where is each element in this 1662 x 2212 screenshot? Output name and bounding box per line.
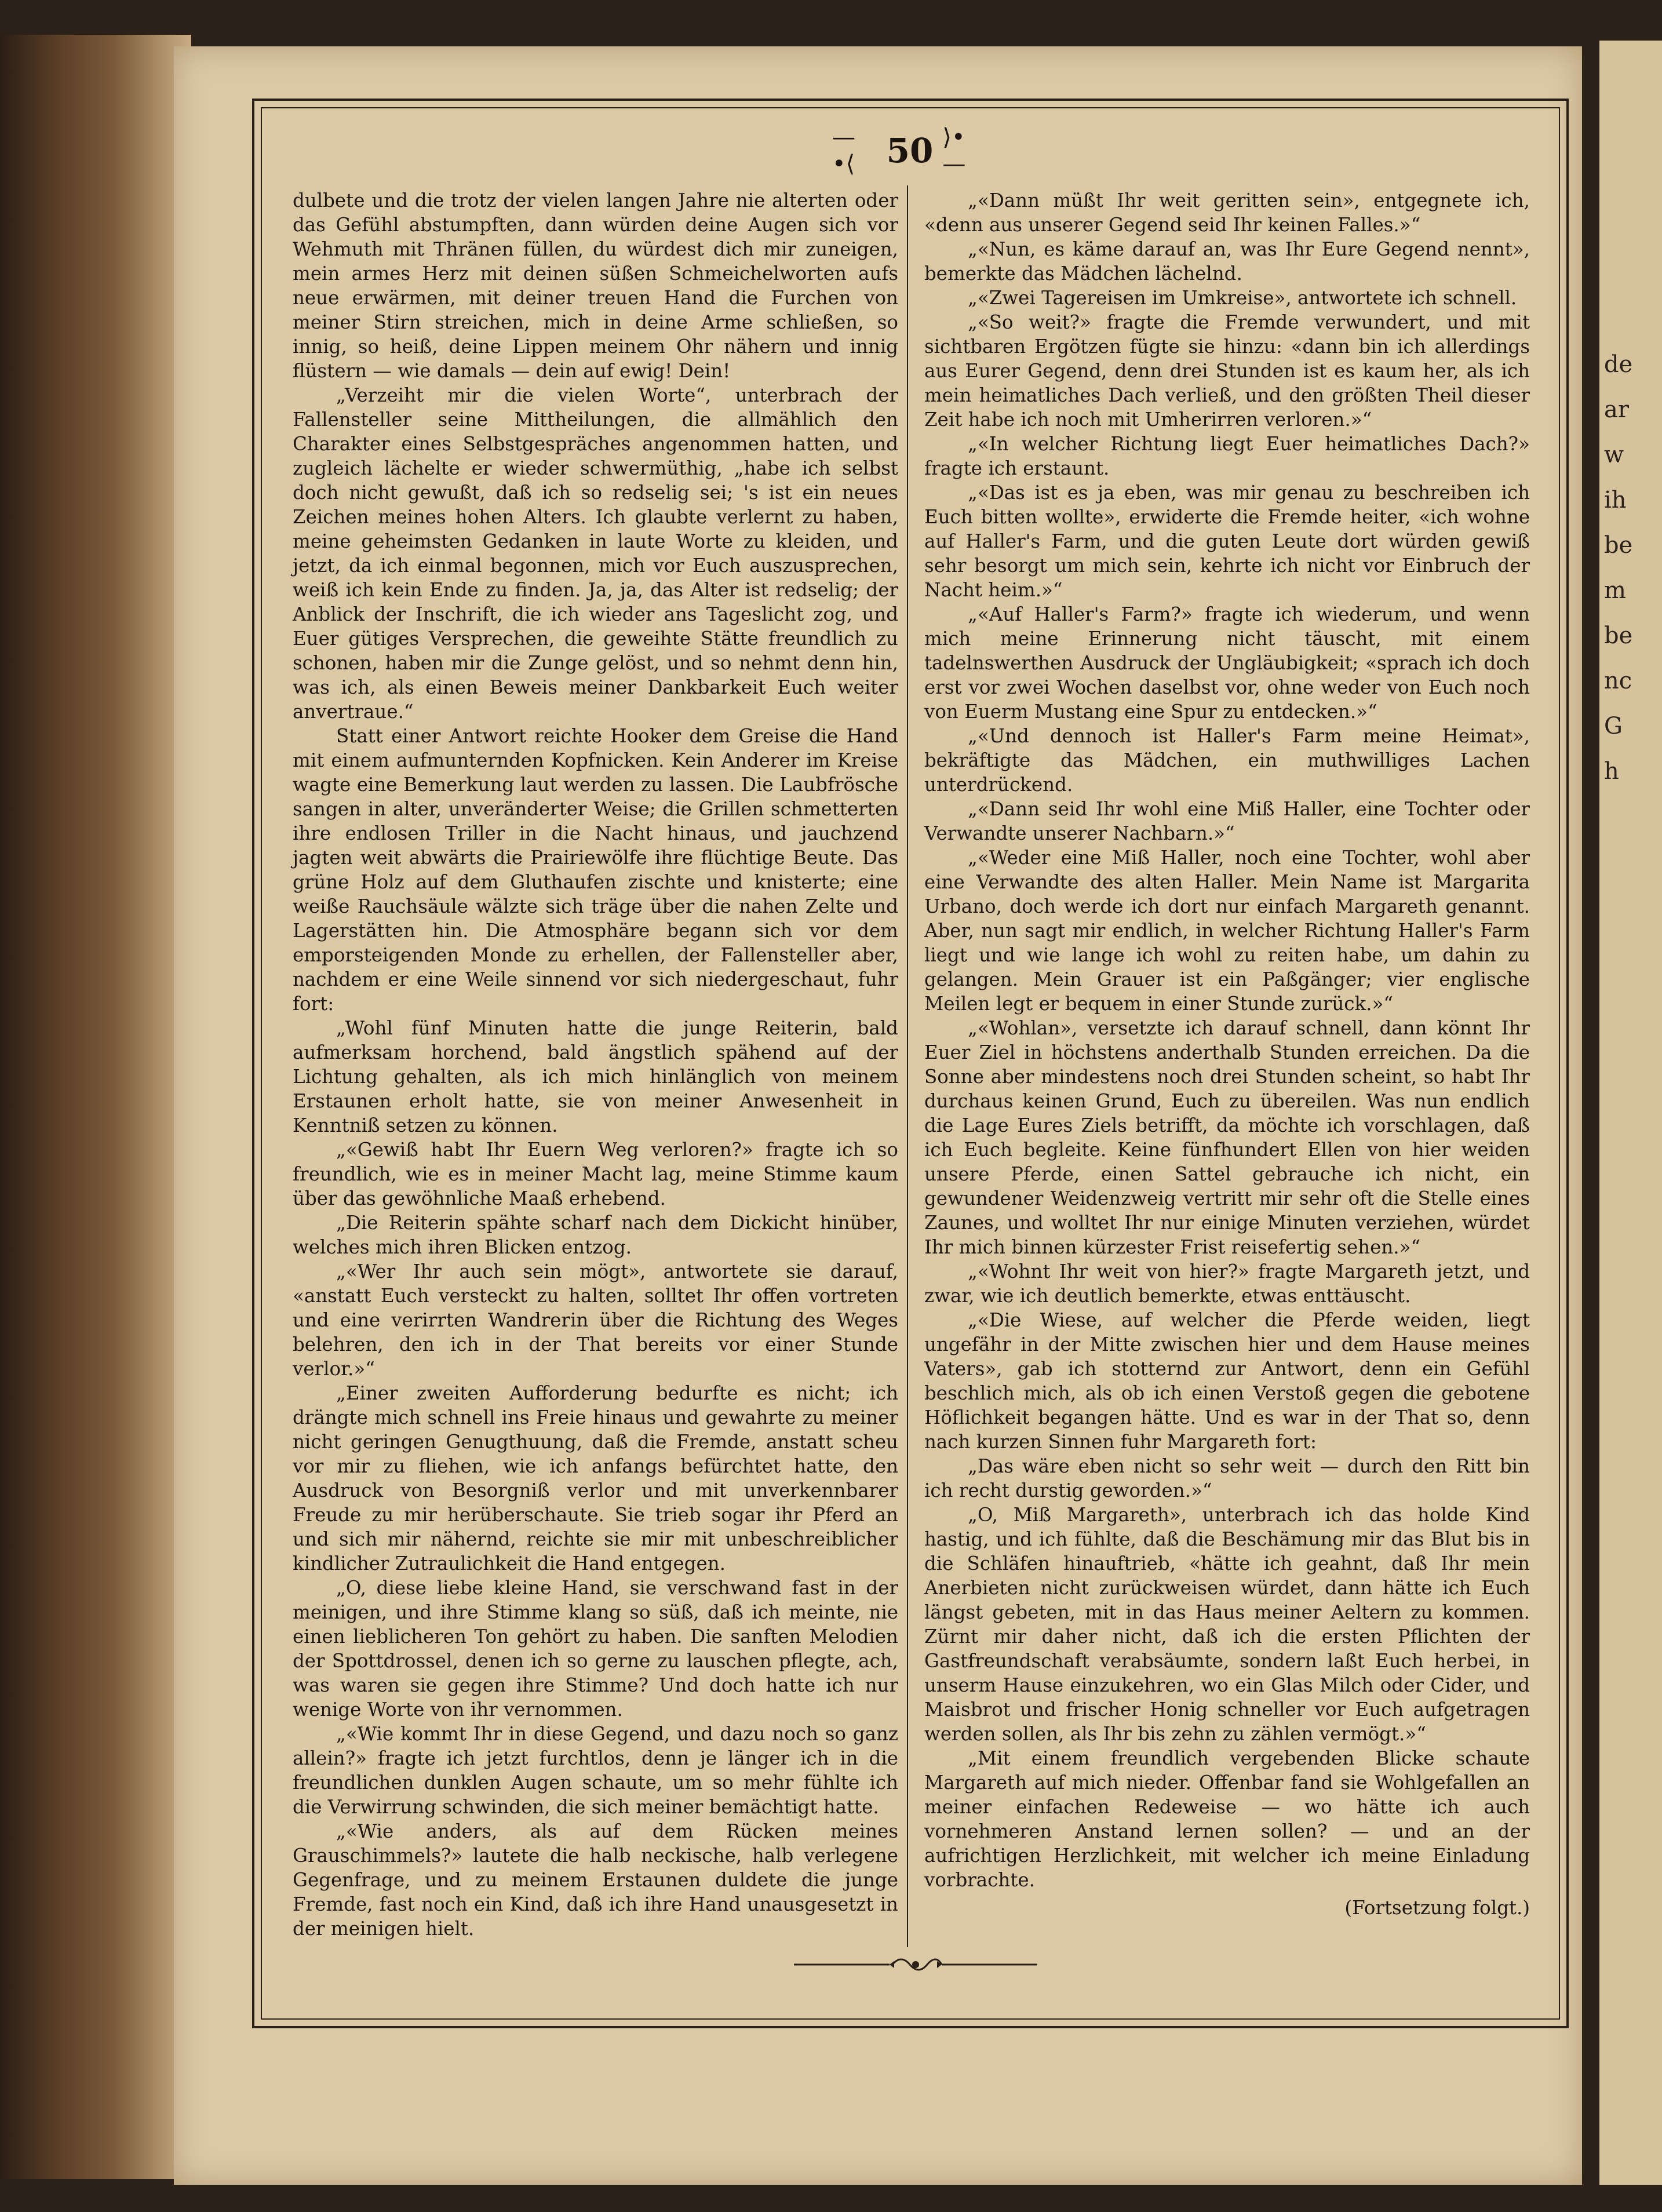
next-page-fragment: be (1604, 622, 1633, 649)
book-spine-edge (0, 35, 191, 2179)
paragraph: „«Nun, es käme darauf an, was Ihr Eure Gegend nennt», bemerkte das Mädchen lächelnd. (924, 238, 1530, 285)
paragraph: dulbete und die trotz der vielen langen Jahre nie alterten oder das Gefühl abstumpften, dann würden deine Augen sich vor Wehmuth mit Thränen füllen, du würdest dich mir zuneigen, mein armes Herz mit deinen süßen Schmeichelworten aufs neue erwärmen, mit deiner treuen Hand die Furchen von meiner Stirn streichen, mich in deine Arme schließen, so innig, so heiß, deine Lippen meinem Ohr nähern und innig flüstern — wie damals — dein auf ewig! Dein! (293, 190, 898, 382)
next-page-fragment: be (1604, 532, 1633, 559)
paragraph: „«Die Wiese, auf welcher die Pferde weiden, liegt ungefähr in der Mitte zwischen hier und dem Hause meines Vaters», gab ich stotternd zur Antwort, denn ein Gefühl beschlich mich, als ob ich einen Verstoß gegen die gebotene Höflichkeit begangen hätte. Und es war in der That so, denn nach kurzen Sinnen fuhr Margareth fort: (924, 1309, 1530, 1453)
paragraph: „Mit einem freundlich vergebenden Blicke schaute Margareth auf mich nieder. Offenbar fand sie Wohlgefallen an meiner einfachen Redeweise — wo hätte ich auch vornehmeren Anstand lernen sollen? — und an der aufrichtigen Herzlichkeit, mit welcher ich meine Einladung vorbrachte. (924, 1747, 1530, 1891)
header-ornament-right-icon: ⟩•— (942, 124, 966, 177)
paragraph: „«Wohlan», versetzte ich darauf schnell, dann könnt Ihr Euer Ziel in höchstens anderthalb Stunden erreichen. Da die Sonne aber mindestens noch drei Stunden scheint, so habt Ihr durchaus keinen Grund, Euch zu übereilen. Was nun endlich die Lage Eures Ziels betrifft, da möchte ich vorschlagen, daß ich Euch begleite. Keine fünfhundert Ellen von hier weiden unsere Pferde, einen Sattel gebrauche ich nicht, ein gewundener Weidenzweig vertritt mir sehr oft die Stelle eines Zaunes, und wolltet Ihr nur einige Minuten verziehen, würdet Ihr mich binnen kürzester Frist reisefertig sehen.»“ (924, 1017, 1530, 1258)
paragraph: „«Dann seid Ihr wohl eine Miß Haller, eine Tochter oder Verwandte unserer Nachbarn.»“ (924, 798, 1530, 844)
next-page-fragment: nc (1604, 668, 1632, 694)
next-page-fragment: G (1604, 713, 1623, 739)
paragraph: „«Auf Haller's Farm?» fragte ich wiederum, und wenn mich meine Erinnerung nicht täuscht, mit einem tadelnswerthen Ausdruck der Ungläubigkeit; «sprach ich doch erst vor zwei Wochen daselbst vor, ohne weder von Euch noch von Euerm Mustang eine Spur zu entdecken.»“ (924, 603, 1530, 723)
paragraph: „«In welcher Richtung liegt Euer heimatliches Dach?» fragte ich erstaunt. (924, 433, 1530, 479)
left-column (293, 188, 898, 1941)
end-ornament-icon (794, 1953, 1037, 1976)
paragraph: „Einer zweiten Aufforderung bedurfte es nicht; ich drängte mich schnell ins Freie hinaus und gewahrte zu meiner nicht geringen Genugthuung, daß die Fremde, anstatt scheu vor mir zu fliehen, wie ich anfangs befürchtet hatte, den Ausdruck von Besorgniß verlor und mit unverkennbarer Freude zu mir herüberschaute. Sie trieb sogar ihr Pferd an und sich mir nähernd, reichte sie mir mit unbeschreiblicher kindlicher Zutraulichkeit die Hand entgegen. (293, 1382, 898, 1575)
page-header (823, 125, 997, 177)
next-page-fragment: de (1604, 351, 1633, 378)
page-number: 50 (886, 131, 934, 170)
paragraph: „«Das ist es ja eben, was mir genau zu beschreiben ich Euch bitten wollte», erwiderte die Fremde heiter, «ich wohne auf Haller's Farm, und die guten Leute dort würden gewiß sehr besorgt um mich sein, kehrte ich nicht vor Einbruch der Nacht heim.»“ (924, 482, 1530, 601)
paragraph: „O, diese liebe kleine Hand, sie verschwand fast in der meinigen, und ihre Stimme klang so süß, daß ich meinte, nie einen lieblicheren Ton gehört zu haben. Die sanften Melodien der Spottdrossel, denen ich so gerne zu lauschen pflegte, ach, was waren sie gegen ihre Stimme? Und doch hatte ich nur wenige Worte von ihr vernommen. (293, 1577, 898, 1721)
right-column (924, 188, 1530, 1920)
paragraph: „«Dann müßt Ihr weit geritten sein», entgegnete ich, «denn aus unserer Gegend seid Ihr keinen Falles.»“ (924, 190, 1530, 236)
next-page-text (1599, 342, 1632, 794)
paragraph: „«Und dennoch ist Haller's Farm meine Heimat», bekräftigte das Mädchen, ein muthwilliges Lachen unterdrückend. (924, 725, 1530, 796)
paragraph: „Verzeiht mir die vielen Worte“, unterbrach der Fallensteller seine Mittheilungen, die allmählich den Charakter eines Selbstgespräches angenommen hatten, und zugleich lächelte er wieder schwermüthig, „habe ich selbst doch nicht gewußt, daß ich so redselig sei; 's ist ein neues Zeichen meines hohen Alters. Ich glaubte verlernt zu haben, meine geheimsten Gedanken in laute Worte zu kleiden, und jetzt, da ich einmal begonnen, mich vor Euch auszusprechen, weiß ich kein Ende zu finden. Ja, ja, das Alter ist redselig; der Anblick der Inschrift, die ich wieder ans Tageslicht zog, und Euer gütiges Versprechen, die geweihte Stätte freundlich zu schonen, haben mir die Zunge gelöst, und so nehmt denn hin, was ich, als einen Beweis meiner Dankbarkeit Euch weiter anvertraue.“ (293, 384, 898, 723)
paragraph: „«So weit?» fragte die Fremde verwundert, und mit sichtbaren Ergötzen fügte sie hinzu: «dann bin ich allerdings aus Eurer Gegend, denn drei Stunden ist es kaum her, als ich mein heimatliches Dach verließ, und den größten Theil dieser Zeit habe ich noch mit Umherirren verloren.»“ (924, 311, 1530, 431)
next-page-edge (1599, 41, 1662, 2185)
paragraph: „«Wie kommt Ihr in diese Gegend, und dazu noch so ganz allein?» fragte ich jetzt furchtlos, denn je länger ich in die freundlichen dunklen Augen schaute, um so mehr fühlte ich die Verwirrung schwinden, die sich meiner bemächtigt hatte. (293, 1723, 898, 1818)
paragraph: „«Weder eine Miß Haller, noch eine Tochter, wohl aber eine Verwandte des alten Haller. Mein Name ist Margarita Urbano, doch werde ich dort nur einfach Margareth genannt. Aber, nun sagt mir endlich, in welcher Richtung Haller's Farm liegt und wie lange ich wohl zu reiten habe, um dahin zu gelangen. Mein Grauer ist ein Paßgänger; vier englische Meilen legt er bequem in einer Stunde zurück.»“ (924, 847, 1530, 1015)
paragraph: „«Wohnt Ihr weit von hier?» fragte Margareth jetzt, und zwar, wie ich deutlich bemerkte, etwas enttäuscht. (924, 1260, 1530, 1307)
continuation-note: (Fortsetzung folgt.) (1344, 1897, 1530, 1919)
header-ornament-left-icon: —•⟨ (832, 124, 855, 177)
next-page-fragment: w (1604, 442, 1624, 468)
next-page-fragment: ar (1604, 396, 1629, 423)
paragraph: „«Zwei Tagereisen im Umkreise», antwortete ich schnell. (968, 287, 1517, 309)
paragraph: „O, Miß Margareth», unterbrach ich das holde Kind hastig, und ich fühlte, daß die Beschämung mir das Blut bis in die Schläfen hinauftrieb, «hätte ich geahnt, daß Ihr mein Anerbieten nicht zurückweisen würdet, dann hätte ich Euch längst gebeten, mit in das Haus meiner Aeltern zu kommen. Zürnt mir daher nicht, daß ich die ersten Pflichten der Gastfreundschaft verabsäumte, sondern laßt Euch herbei, in unserm Hause einzukehren, wo ein Glas Milch oder Cider, und Maisbrot und frischer Honig schneller vor Euch aufgetragen werden sollen, als Ihr bis zehn zu zählen vermögt.»“ (924, 1504, 1530, 1745)
paragraph: „«Wie anders, als auf dem Rücken meines Grauschimmels?» lautete die halb neckische, halb verlegene Gegenfrage, und zu meinem Erstaunen duldete die junge Fremde, fast noch ein Kind, daß ich ihre Hand unausgesetzt in der meinigen hielt. (293, 1820, 898, 1940)
paragraph: „«Wer Ihr auch sein mögt», antwortete sie darauf, «anstatt Euch versteckt zu halten, solltet Ihr offen vortreten und eine verirrten Wandrerin über die Richtung des Weges belehren, den ich in der That bereits vor einer Stunde verlor.»“ (293, 1260, 898, 1380)
paragraph: „«Gewiß habt Ihr Euern Weg verloren?» fragte ich so freundlich, wie es in meiner Macht lag, meine Stimme kaum über das gewöhnliche Maaß erhebend. (293, 1139, 898, 1209)
next-page-fragment: h (1604, 758, 1619, 785)
next-page-fragment: ih (1604, 487, 1627, 513)
paragraph: „Wohl fünf Minuten hatte die junge Reiterin, bald aufmerksam horchend, bald ängstlich spähend auf der Lichtung gehalten, als ich mich hinlänglich von meinem Erstaunen erholt hatte, sie von meiner Anwesenheit in Kenntniß setzen zu können. (293, 1017, 898, 1136)
next-page-fragment: m (1604, 577, 1626, 604)
column-divider (907, 185, 908, 1947)
paragraph: „Das wäre eben nicht so sehr weit — durch den Ritt bin ich recht durstig geworden.»“ (924, 1455, 1530, 1502)
paragraph: „Die Reiterin spähte scharf nach dem Dickicht hinüber, welches mich ihren Blicken entzog. (293, 1212, 898, 1258)
paragraph: Statt einer Antwort reichte Hooker dem Greise die Hand mit einem aufmunternden Kopfnicken. Kein Anderer im Kreise wagte eine Bemerkung laut werden zu lassen. Die Laubfrösche sangen in alter, unveränderter Weise; die Grillen schmetterten ihre endlosen Triller in die Nacht hinaus, und jauchzend jagten weit abwärts die Prairiewölfe ihre flüchtige Beute. Das grüne Holz auf dem Gluthaufen zischte und knisterte; eine weiße Rauchsäule wälzte sich träge über die nahen Zelte und Lagerstätten hin. Die Atmosphäre begann sich vor dem emporsteigenden Monde zu erhellen, der Fallensteller aber, nachdem er eine Weile sinnend vor sich niedergeschaut, fuhr fort: (293, 725, 898, 1015)
